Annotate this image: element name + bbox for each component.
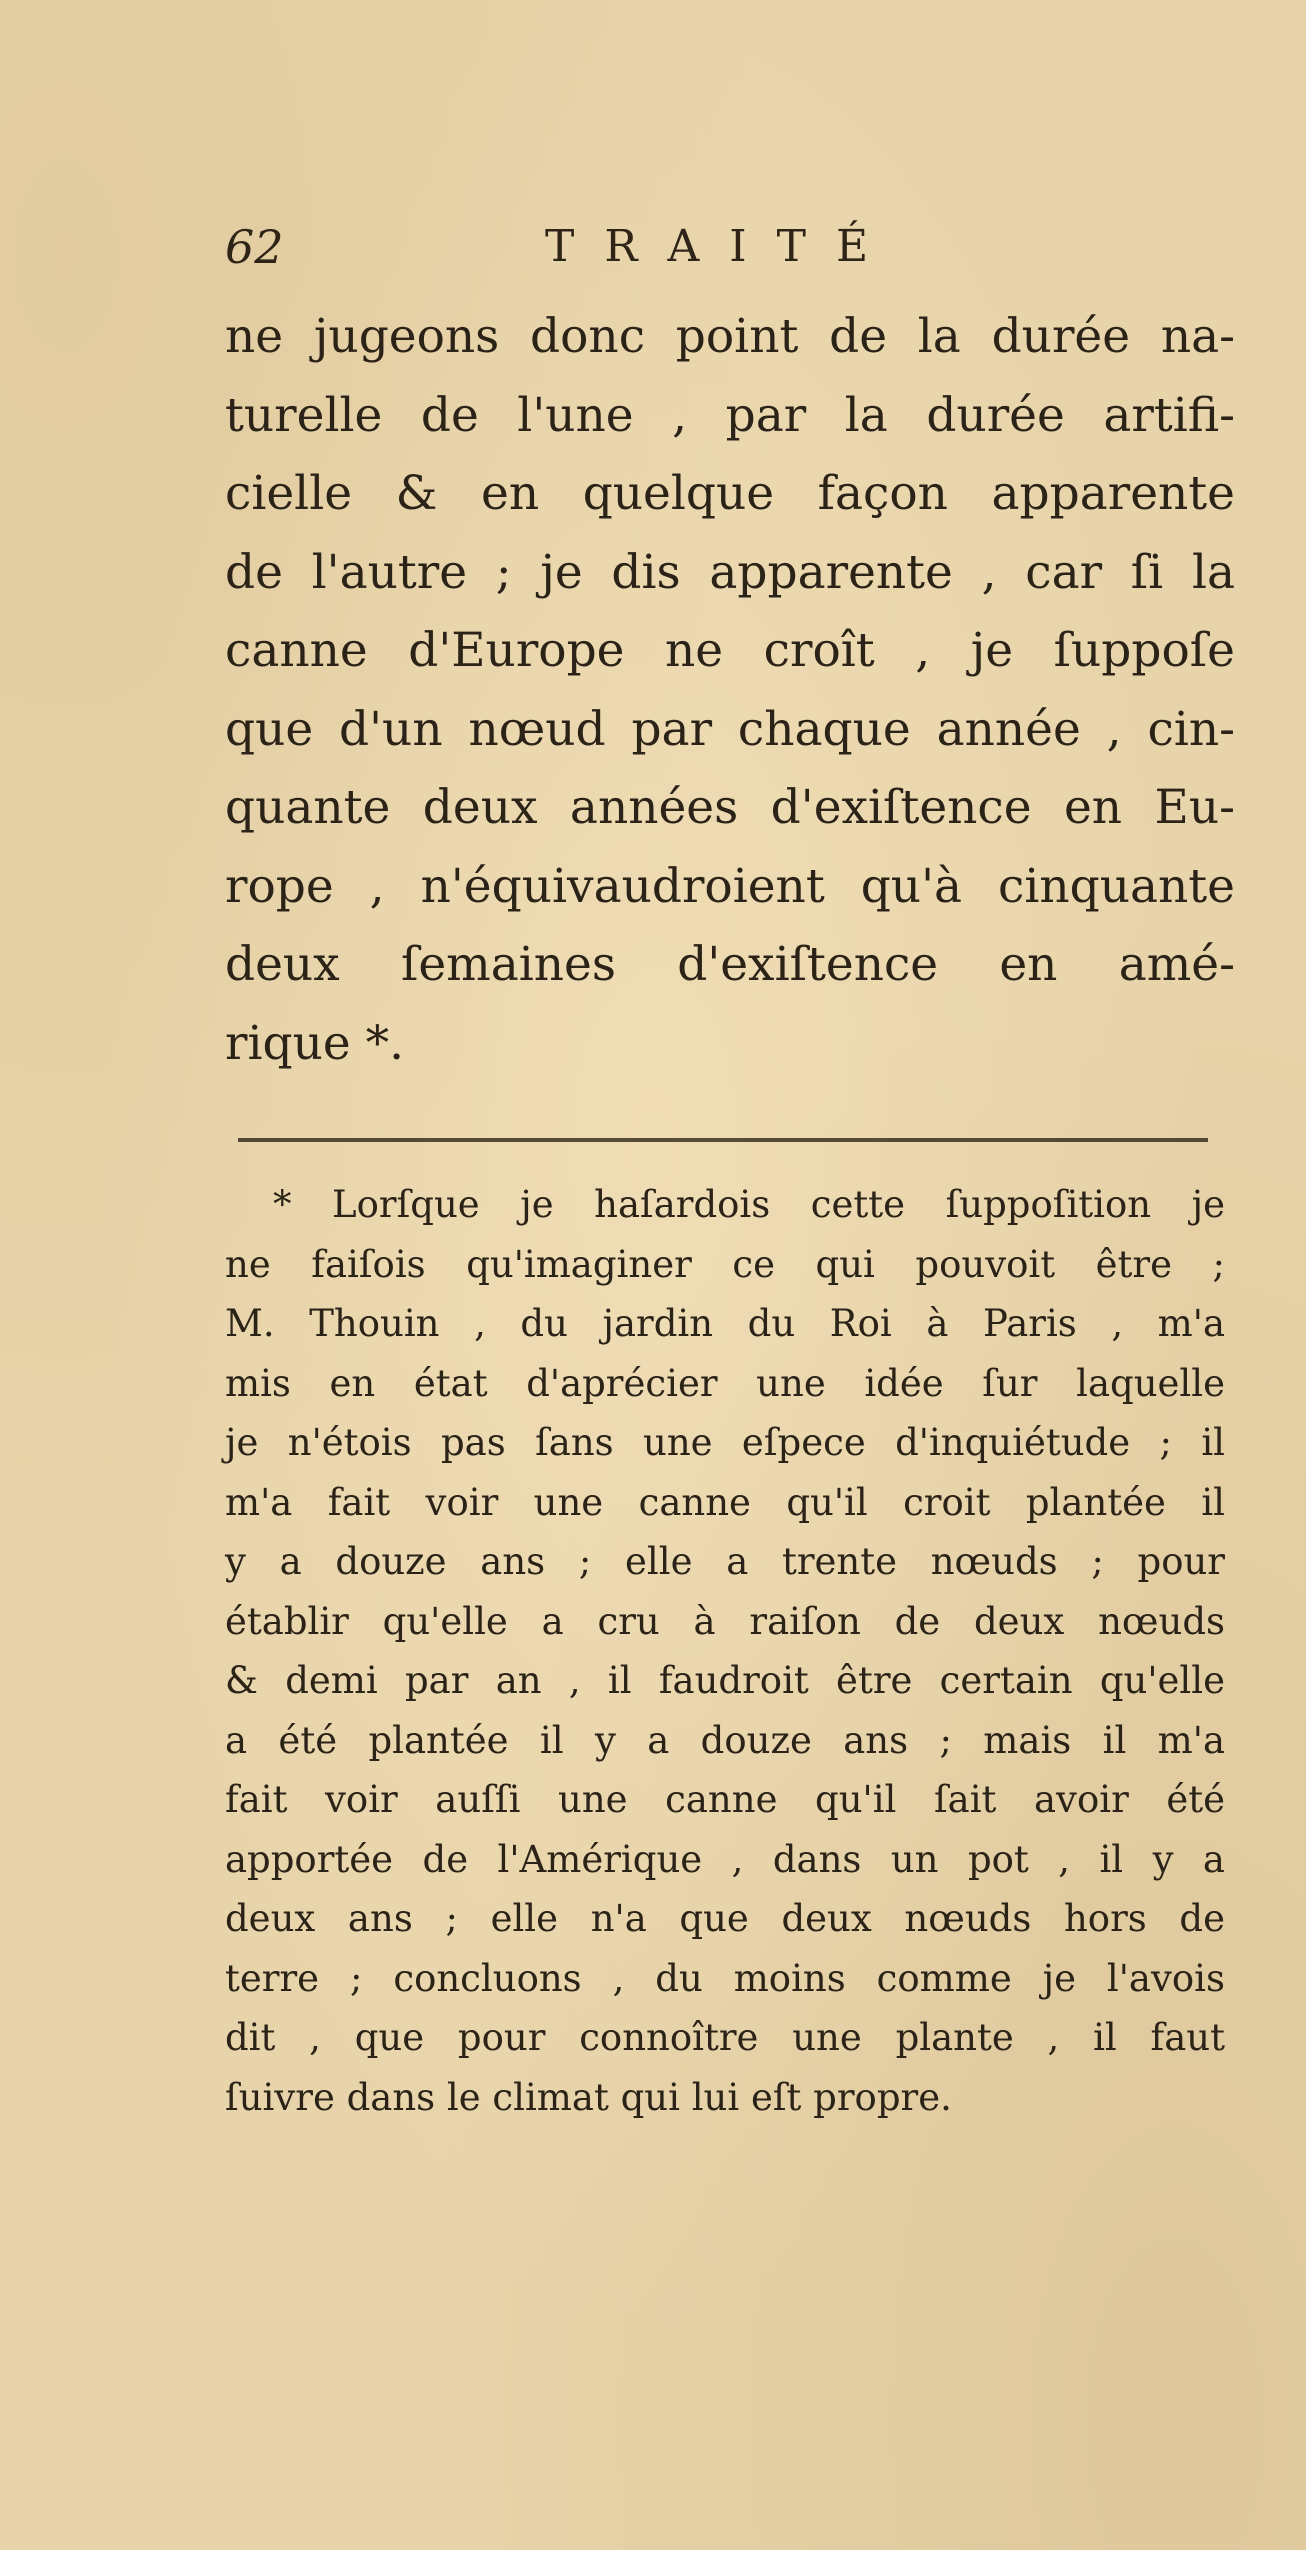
main-text-line: ne jugeons donc point de la durée na- <box>225 309 1235 364</box>
main-text-line: que d'un nœud par chaque année , cin- <box>225 701 1235 757</box>
footnote-line: apportée de l'Amérique , dans un pot , il y a <box>225 1837 1225 1881</box>
footnote-line: deux ans ; elle n'a que deux nœuds hors de <box>225 1897 1225 1940</box>
footnote-line: ſuivre dans le climat qui lui eſt propre. <box>225 2075 952 2119</box>
footnote-line: * Lorſque je haſardois cette ſuppoſition je <box>273 1183 1225 1226</box>
footnote-line: dit , que pour connoître une plante , il faut <box>225 2016 1225 2059</box>
main-text-line: quante deux années d'exiſtence en Eu- <box>225 780 1235 835</box>
footnote-rule <box>238 1138 1208 1142</box>
main-text-line: rique *. <box>225 1015 405 1071</box>
footnote-line: m'a fait voir une canne qu'il croit plantée il <box>225 1480 1225 1524</box>
footnote-line: a été plantée il y a douze ans ; mais il m'a <box>225 1718 1225 1762</box>
main-text-line: canne d'Europe ne croît , je ſuppoſe <box>225 623 1235 678</box>
footnote-line: & demi par an , il faudroit être certain qu'elle <box>225 1659 1225 1702</box>
main-text-line: turelle de l'une , par la durée artifi- <box>225 387 1235 443</box>
footnote-line: fait voir auſſi une canne qu'il ſait avoir été <box>225 1778 1225 1821</box>
footnote-line: ne faiſois qu'imaginer ce qui pouvoit être ; <box>225 1242 1225 1286</box>
page-header <box>225 212 1085 282</box>
main-text-line: cielle & en quelque façon apparente <box>225 466 1235 521</box>
running-head: TRAITÉ <box>545 221 899 272</box>
footnote-line: je n'étois pas ſans une eſpece d'inquiétude ; il <box>225 1421 1225 1464</box>
footnote-line: mis en état d'aprécier une idée ſur laquelle <box>225 1361 1225 1405</box>
footnote-line: établir qu'elle a cru à raiſon de deux nœuds <box>225 1599 1225 1643</box>
footnote <box>225 1175 1225 2127</box>
main-text <box>225 298 1235 1083</box>
main-text-line: de l'autre ; je dis apparente , car ſi la <box>225 544 1235 600</box>
footnote-line: terre ; concluons , du moins comme je l'avois <box>225 1956 1225 2000</box>
main-text-line: deux ſemaines d'exiſtence en amé- <box>225 937 1235 992</box>
main-text-line: rope , n'équivaudroient qu'à cinquante <box>225 858 1235 914</box>
page-number: 62 <box>225 220 284 274</box>
footnote-line: M. Thouin , du jardin du Roi à Paris , m'a <box>225 1302 1225 1345</box>
footnote-line: y a douze ans ; elle a trente nœuds ; pour <box>225 1540 1225 1583</box>
